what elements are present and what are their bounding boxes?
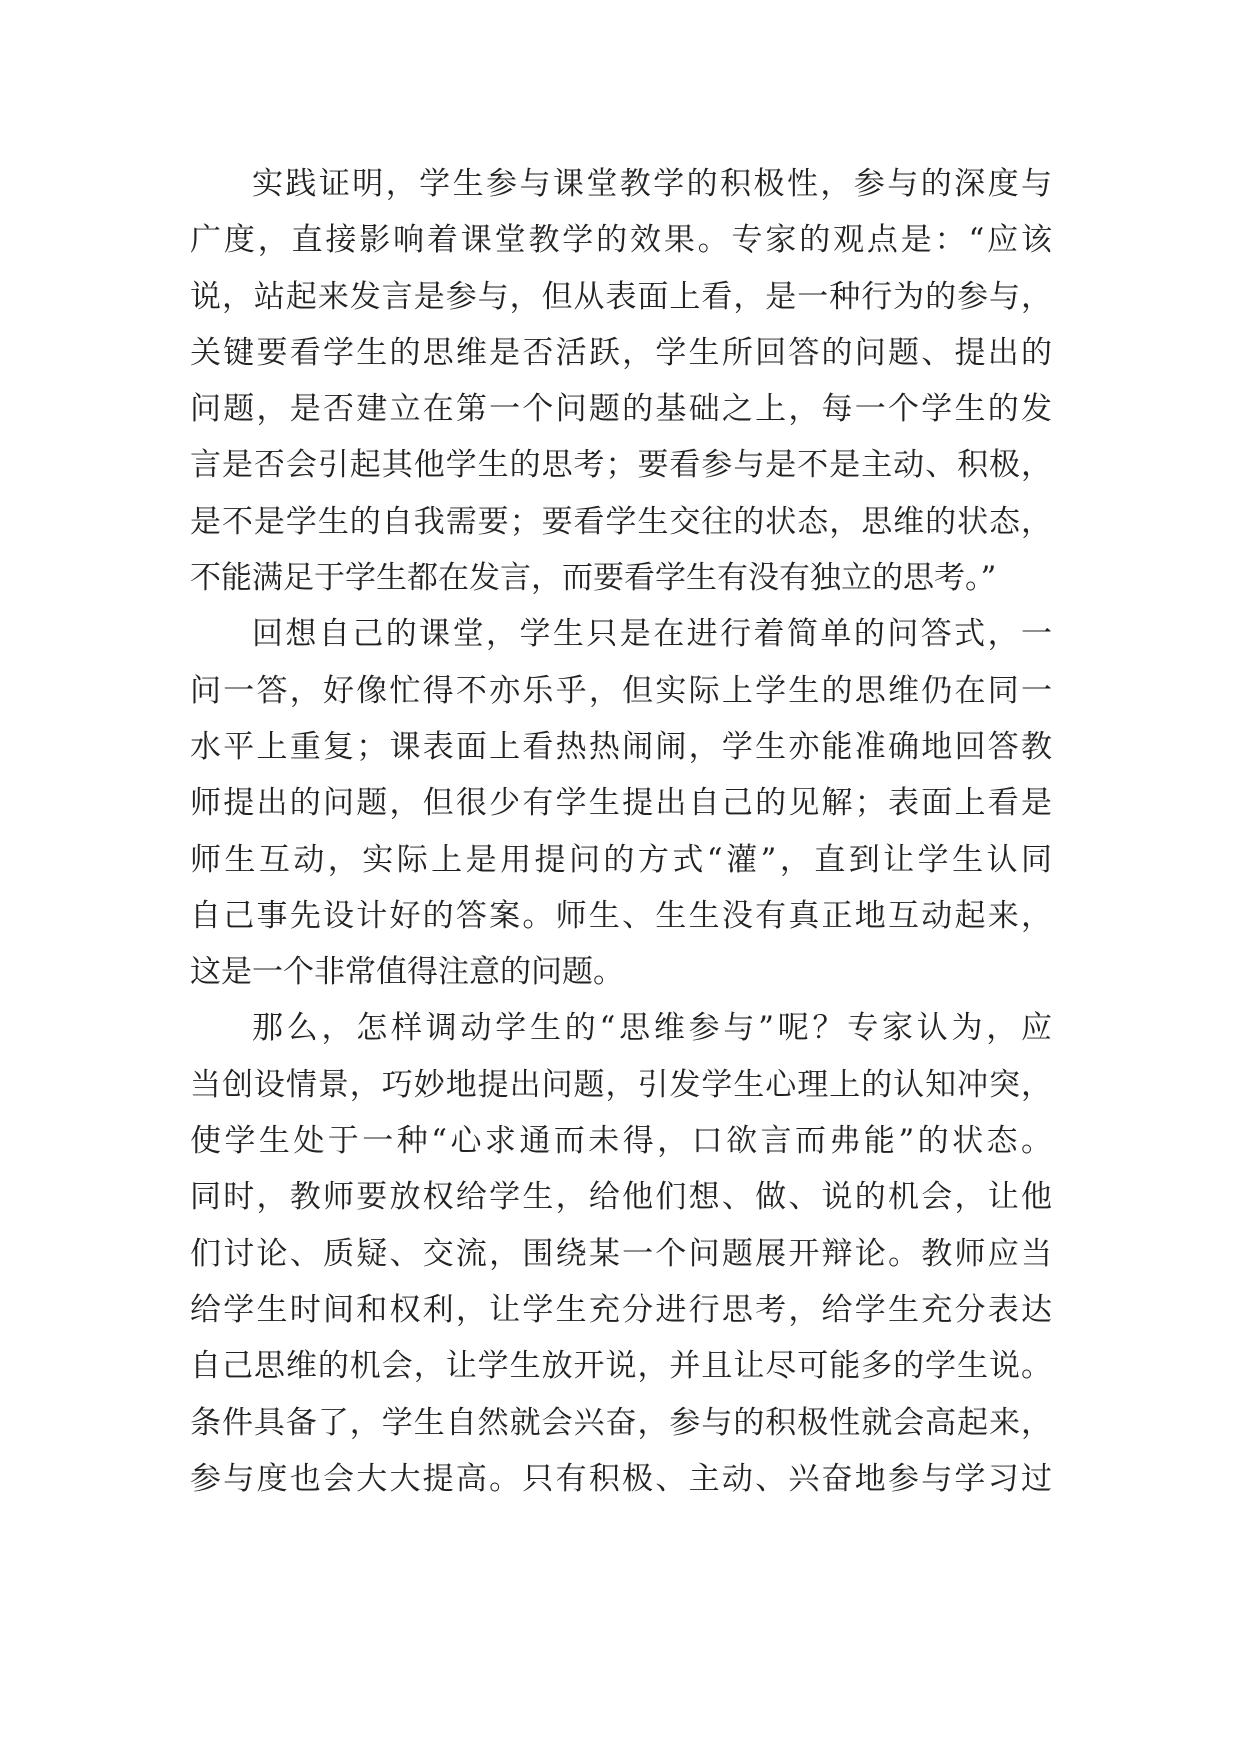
paragraph-3-line-1: 那么，怎样调动学生的“思维参与”呢？专家认为，应 (252, 1010, 1052, 1047)
paragraph-2-line-5: 师生互动，实际上是用提问的方式“灌”，直到让学生认同 (190, 841, 1052, 878)
paragraph-1-line-8: 不能满足于学生都在发言，而要看学生有没有独立的思考。” (190, 560, 997, 597)
paragraph-3-line-2: 当创设情景，巧妙地提出问题，引发学生心理上的认知冲突， (190, 1066, 1052, 1103)
paragraph-1-line-7: 是不是学生的自我需要；要看学生交往的状态，思维的状态， (190, 503, 1052, 540)
paragraph-3-line-3: 使学生处于一种“心求通而未得，口欲言而弗能”的状态。 (190, 1123, 1052, 1160)
paragraph-1-line-5: 问题，是否建立在第一个问题的基础之上，每一个学生的发 (190, 391, 1052, 428)
paragraph-1-line-4: 关键要看学生的思维是否活跃，学生所回答的问题、提出的 (190, 334, 1052, 371)
paragraph-3-line-4: 同时，教师要放权给学生，给他们想、做、说的机会，让他 (190, 1179, 1052, 1216)
paragraph-1-line-6: 言是否会引起其他学生的思考；要看参与是不是主动、积极， (190, 447, 1052, 484)
paragraph-2-line-3: 水平上重复；课表面上看热热闹闹，学生亦能准确地回答教 (190, 728, 1052, 765)
paragraph-2-line-2: 问一答，好像忙得不亦乐乎，但实际上学生的思维仍在同一 (190, 672, 1052, 709)
body-text (190, 156, 1052, 1507)
paragraph-2-line-6: 自己事先设计好的答案。师生、生生没有真正地互动起来， (190, 897, 1052, 934)
paragraph-3-line-8: 条件具备了，学生自然就会兴奋，参与的积极性就会高起来， (190, 1404, 1052, 1441)
paragraph-3-line-9: 参与度也会大大提高。只有积极、主动、兴奋地参与学习过 (190, 1460, 1052, 1497)
paragraph-1-line-3: 说，站起来发言是参与，但从表面上看，是一种行为的参与， (190, 278, 1052, 315)
paragraph-2-line-1: 回想自己的课堂，学生只是在进行着简单的问答式，一 (252, 616, 1052, 653)
paragraph-3-line-7: 自己思维的机会，让学生放开说，并且让尽可能多的学生说。 (190, 1348, 1052, 1385)
paragraph-3-line-6: 给学生时间和权利，让学生充分进行思考，给学生充分表达 (190, 1291, 1052, 1328)
paragraph-1-line-2: 广度，直接影响着课堂教学的效果。专家的观点是：“应该 (190, 222, 1052, 259)
paragraph-1-line-1: 实践证明，学生参与课堂教学的积极性，参与的深度与 (252, 166, 1052, 202)
paragraph-3-line-5: 们讨论、质疑、交流，围绕某一个问题展开辩论。教师应当 (190, 1235, 1052, 1272)
paragraph-2-line-4: 师提出的问题，但很少有学生提出自己的见解；表面上看是 (190, 785, 1052, 822)
paragraph-2-line-7: 这是一个非常值得注意的问题。 (190, 954, 624, 991)
